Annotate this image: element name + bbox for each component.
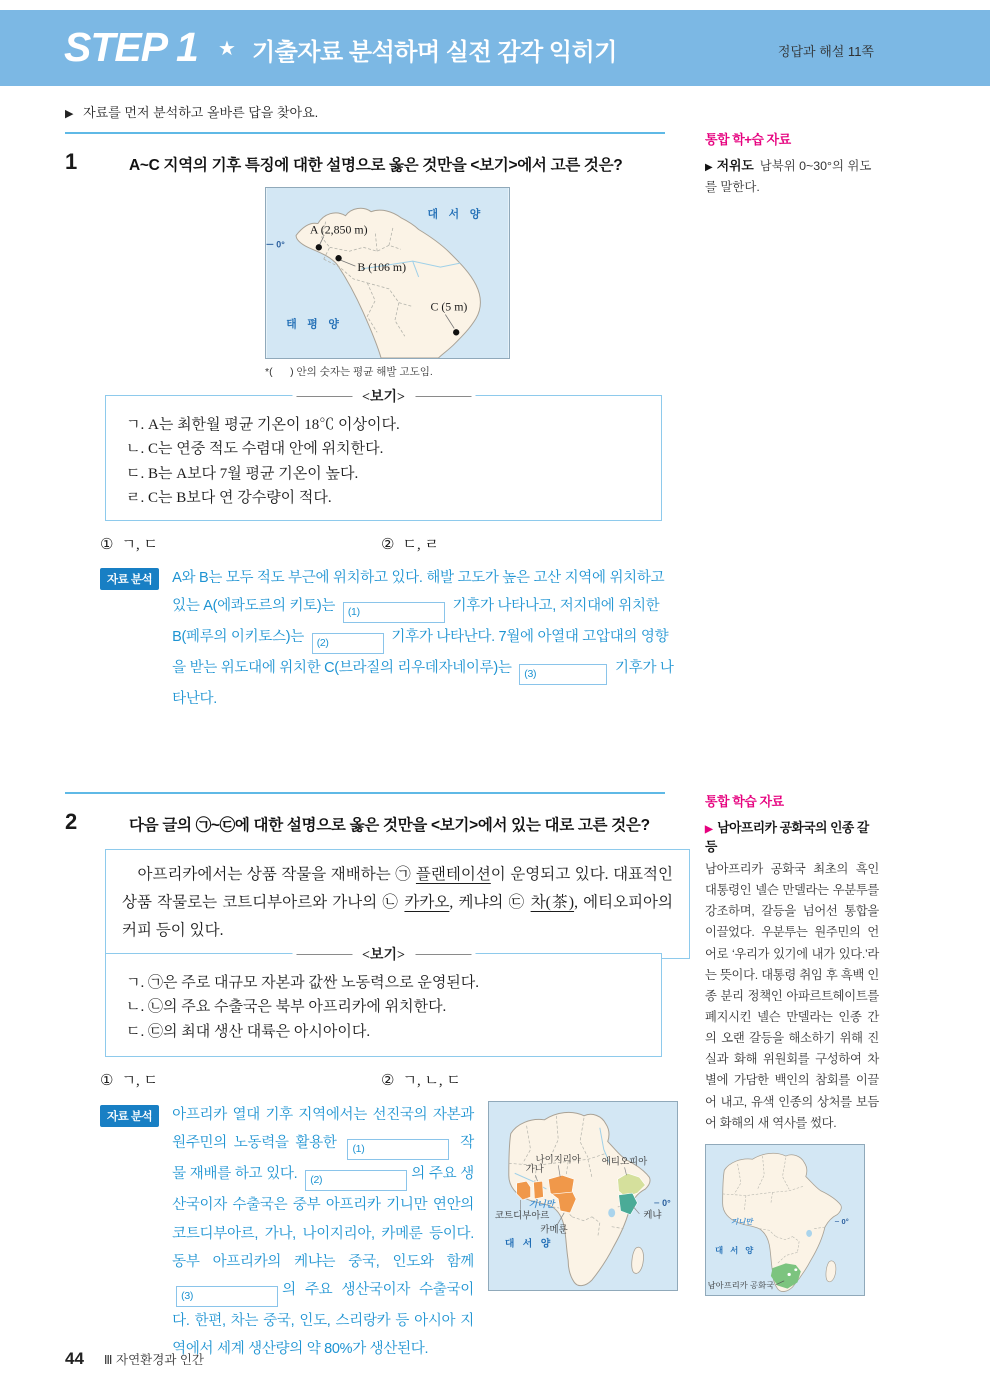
analysis-q2 bbox=[100, 1101, 678, 1364]
equator-label: 0° bbox=[841, 1216, 849, 1226]
analysis-badge: 자료 분석 bbox=[100, 1105, 159, 1127]
africa-map bbox=[488, 1101, 678, 1291]
page-number: 44 bbox=[65, 1349, 84, 1368]
south-africa-map-figure bbox=[705, 1144, 879, 1296]
choices-q2 bbox=[100, 1069, 662, 1090]
question-1-number: 1 bbox=[65, 149, 78, 174]
nigeria-label: 나이지리아 bbox=[535, 1153, 581, 1165]
gulf-of-guinea-label: 기니만 bbox=[528, 1198, 555, 1209]
city-dot bbox=[787, 1273, 790, 1276]
fill-blank-1: (1) bbox=[347, 1139, 449, 1160]
analysis-text: 아프리카 열대 기후 지역에서는 선진국의 자본과 원주민의 노동력을 활용한 (1) 작물 재배를 하고 있다. (2) 의 주요 생산국이자 수출국은 중부 아프리카 기니만 연안의 코트디부아르, 가나, 나이지리아, 카메룬 등이다. 동부 아프리카의 케냐는 중국, 인도와 함께 (3) 의 주요 생산국이자 수출국이다. 한편, 차는 중국, 인도, 스리랑카 등 아시아 지역에서 세계 생산량의 약 80%가 생산된다. bbox=[172, 1107, 475, 1358]
map-caption: *( ) 안의 숫자는 평균 해발 고도임. bbox=[265, 366, 433, 378]
chapter-title: Ⅲ 자연환경과 인간 bbox=[103, 1353, 205, 1367]
question-2-text: 다음 글의 ㉠~㉢에 대한 설명으로 옳은 것만을 <보기>에서 있는 대로 고른 것은? bbox=[129, 817, 650, 834]
section-divider bbox=[65, 792, 665, 794]
south-africa-label: 남아프리카 공화국 bbox=[707, 1280, 775, 1290]
question-1-text: A~C 지역의 기후 특징에 대한 설명으로 옳은 것만을 <보기>에서 고른 것은? bbox=[129, 157, 623, 174]
triangle-bullet-icon: ▶ bbox=[705, 824, 713, 835]
lake-victoria bbox=[806, 1230, 812, 1237]
choices-q1 bbox=[100, 533, 662, 554]
underlined-term: 카카오 bbox=[404, 894, 450, 912]
analysis-text: A와 B는 모두 적도 부근에 위치하고 있다. 해발 고도가 높은 고산 지역에 위치하고 있는 A(에콰도르의 키토)는 (1) 기후가 나타나고, 저지대에 위치한 B(페루의 이키토스)는 (2) 기후가 나타난다. 7월에 아열대 고압대의 영향을 받는 위도대에 위치한 C(브라질의 리우데자네이루)는 (3) 기후가 나타난다. bbox=[172, 570, 674, 708]
choice-option bbox=[100, 533, 381, 554]
bogi-title: <보기> bbox=[292, 386, 475, 406]
choice-text: ㄷ, ㄹ bbox=[402, 537, 439, 553]
sidebar-topic-title: ▶ 남아프리카 공화국의 인종 갈등 bbox=[705, 820, 869, 854]
bogi-item: ㄷ. ㉢의 최대 생산 대륙은 아시아이다. bbox=[126, 1023, 371, 1040]
intro-line bbox=[65, 102, 318, 121]
point-a-label: A (2,850 m) bbox=[309, 222, 368, 237]
choice-number: ② bbox=[381, 1073, 395, 1089]
lake-victoria bbox=[608, 1208, 615, 1217]
fill-blank-3: (3) bbox=[176, 1286, 278, 1307]
point-a-dot bbox=[316, 244, 322, 250]
question-2-number: 2 bbox=[65, 809, 78, 834]
triangle-bullet-icon: ▶ bbox=[705, 162, 713, 173]
sidebar-study-material-1 bbox=[705, 129, 879, 197]
point-b-label: B (106 m) bbox=[357, 260, 407, 275]
definition-text: 남북위 0~30°의 위도를 말한다. bbox=[705, 159, 872, 194]
sidebar-study-material-2 bbox=[705, 791, 879, 1296]
cameroon-label: 카메룬 bbox=[540, 1223, 568, 1235]
question-1 bbox=[65, 149, 670, 175]
choice-option bbox=[381, 533, 662, 554]
term: 저위도 bbox=[716, 158, 754, 173]
fill-blank-2: (2) bbox=[312, 633, 384, 654]
section-divider bbox=[65, 132, 665, 134]
south-america-map-figure bbox=[265, 187, 525, 379]
choice-text: ㄱ, ㄴ, ㄷ bbox=[402, 1073, 461, 1089]
country-ghana bbox=[534, 1181, 544, 1199]
choice-option bbox=[100, 1069, 381, 1090]
point-b-dot bbox=[335, 255, 341, 261]
fill-blank-2: (2) bbox=[305, 1170, 407, 1191]
fill-blank-1: (1) bbox=[343, 602, 445, 623]
choice-text: ㄱ, ㄷ bbox=[121, 537, 158, 553]
star-icon: ★ bbox=[218, 38, 236, 60]
choice-number: ① bbox=[100, 1073, 114, 1089]
answer-page-ref: 정답과 해설 11쪽 bbox=[777, 44, 874, 59]
bogi-item: ㄱ. A는 최한월 평균 기온이 18℃ 이상이다. bbox=[126, 417, 400, 433]
choice-number: ② bbox=[381, 537, 395, 553]
point-c-label: C (5 m) bbox=[430, 299, 468, 314]
point-c-dot bbox=[453, 329, 459, 335]
sidebar-definition bbox=[705, 155, 879, 197]
equator-label: 0° bbox=[276, 239, 285, 250]
south-africa-map bbox=[705, 1144, 865, 1296]
sidebar-heading: 통합 학+습 자료 bbox=[705, 132, 791, 147]
africa-map-figure bbox=[488, 1101, 678, 1291]
pacific-label: 태 평 양 bbox=[286, 318, 343, 331]
cote-divoire-label: 코트디부아르 bbox=[494, 1209, 550, 1221]
bogi-item: ㄱ. ㉠은 주로 대규모 자본과 값싼 노동력으로 운영된다. bbox=[126, 975, 480, 991]
bogi-title: <보기> bbox=[292, 944, 475, 964]
bogi-item: ㄹ. C는 B보다 연 강수량이 적다. bbox=[126, 489, 332, 506]
kenya-label: 케냐 bbox=[643, 1208, 662, 1220]
underlined-term: 플랜테이션 bbox=[415, 866, 491, 883]
gulf-of-guinea-label: 기니만 bbox=[730, 1216, 753, 1226]
step-subtitle: 기출자료 분석하며 실전 감각 익히기 bbox=[252, 39, 617, 66]
question-2 bbox=[65, 809, 670, 835]
equator-label: 0° bbox=[662, 1197, 671, 1208]
south-america-map bbox=[265, 187, 510, 359]
bogi-item: ㄴ. C는 연중 적도 수렴대 안에 위치한다. bbox=[126, 441, 384, 458]
atlantic-label: 대 서 양 bbox=[427, 208, 485, 221]
choice-text: ㄱ, ㄷ bbox=[121, 1073, 158, 1089]
intro-text: 자료를 먼저 분석하고 올바른 답을 찾아요. bbox=[83, 105, 319, 120]
passage-text: 아프리카에서는 상품 작물을 재배하는 ㉠ 플랜테이션이 운영되고 있다. 대표적인 상품 작물로는 코트디부아르와 가나의 ㉡ 카카오, 케냐의 ㉢ 차(茶), 에티오피아의 커피 등이 있다. bbox=[122, 866, 673, 940]
bogi-item: ㄴ. ㉡의 주요 수출국은 북부 아프리카에 위치한다. bbox=[126, 999, 447, 1016]
choice-number: ① bbox=[100, 537, 114, 553]
sidebar-body-text: 남아프리카 공화국 최초의 흑인 대통령인 넬슨 만델라는 우분투를 강조하며, 갈등을 넘어선 통합을 이끌었다. 우분투는 원주민의 언어로 ‘우리가 있기에 내가 있다.’라는 뜻이다. 대통령 취임 후 흑백 인종 분리 정책인 아파르트헤이트를 폐지시킨 넬슨 만델라는 인종 간의 오랜 갈등을 해소하기 위해 진실과 화해 위원회를 구성하여 차별에 가담한 백인의 참회를 이끌어 내고, 유색 인종의 상처를 보듬어 화해의 새 역사를 썼다. bbox=[705, 862, 879, 1130]
bogi-box-q2 bbox=[105, 948, 662, 1057]
analysis-badge: 자료 분석 bbox=[100, 568, 159, 590]
atlantic-label: 대 서 양 bbox=[504, 1238, 554, 1250]
underlined-term: 차(茶) bbox=[530, 894, 575, 912]
passage-box bbox=[105, 849, 690, 959]
triangle-bullet-icon: ▶ bbox=[65, 108, 74, 120]
ethiopia-label: 에티오피아 bbox=[601, 1155, 648, 1167]
page-footer bbox=[65, 1349, 204, 1369]
step-header-bar bbox=[0, 10, 990, 86]
atlantic-label: 대 서 양 bbox=[715, 1246, 756, 1255]
bogi-item: ㄷ. B는 A보다 7월 평균 기온이 높다. bbox=[126, 465, 359, 482]
city-dot bbox=[794, 1268, 797, 1271]
choice-option bbox=[381, 1069, 662, 1090]
analysis-q1 bbox=[100, 564, 678, 714]
bogi-box-q1 bbox=[105, 390, 662, 521]
sidebar-heading: 통합 학습 자료 bbox=[705, 794, 784, 809]
step-label: STEP 1 bbox=[64, 24, 198, 70]
fill-blank-3: (3) bbox=[519, 664, 607, 685]
ghana-label: 가나 bbox=[525, 1163, 544, 1175]
